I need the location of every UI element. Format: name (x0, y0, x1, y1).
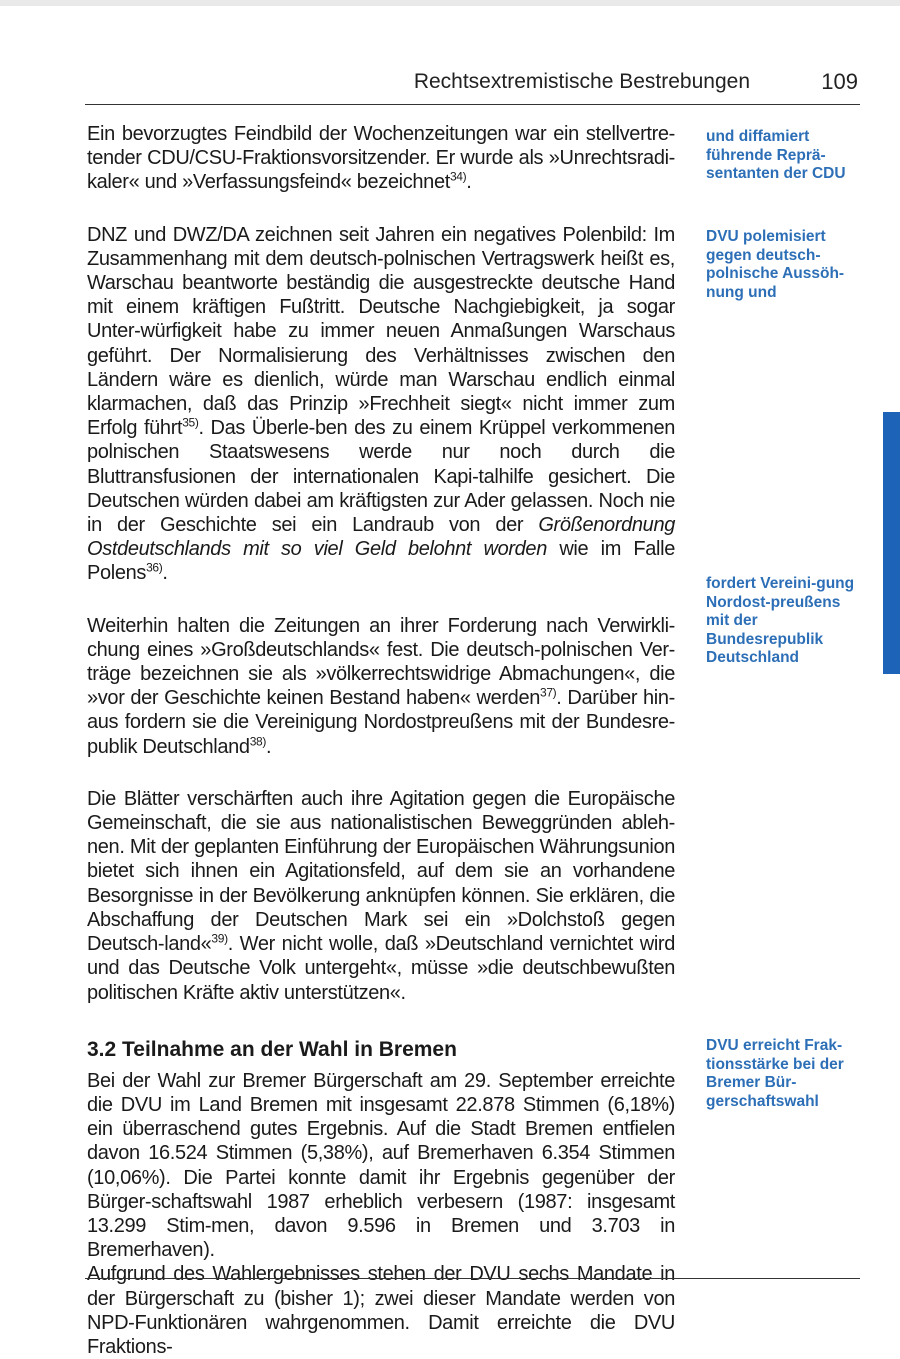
chapter-side-tab (883, 412, 900, 674)
footnote-ref: 34) (449, 169, 467, 184)
paragraph-polenbild (87, 223, 675, 586)
margin-note-cdu: und diffamiert führende Reprä-sentanten der CDU (706, 128, 846, 182)
paragraph-wahl-bremen: Bei der Wahl zur Bremer Bürgerschaft am 29. September erreichte die DVU im Land Bremen mit insgesamt 22.878 Stimmen (6,18%) ein überraschend gutes Ergebnis. Auf die Stadt Bremen entfielen davon 16.524 Stimmen (5,38%), auf Bremerhaven 6.354 Stimmen (10,06%). Die Partei konnte damit ihr Ergebnis gegenüber der Bürger-schaftswahl 1987 erheblich verbesern (1987: insgesamt 13.299 Stim-men, davon 9.596 in Bremen und 3.703 in Bremerhaven). (87, 1069, 675, 1262)
page-number: 109 (821, 69, 858, 94)
paragraph-text: . Das Überle-ben des zu einem Krüppel verkommenen polnischen Staatswesens werde nur noch durch die Bluttransfusionen der internationalen Kapi-talhilfe gesichert. Die Deutschen würden dabei am kräftigsten zur Ader gelassen. Noch nie in der Geschichte sei ein Landraub von der (87, 417, 675, 537)
footnote-ref: 39) (211, 931, 228, 946)
paragraph-text: . Darüber hin-aus fordern sie die Vereinigung Nordostpreußens mit der Bundesre-publik Deutschland (87, 687, 675, 758)
section-heading: 3.2 Teilnahme an der Wahl in Bremen (87, 1037, 457, 1061)
paragraph-end: . (266, 735, 272, 758)
paragraph-mandate: Aufgrund des Wahlergebnisses stehen der DVU sechs Mandate in der Bürgerschaft zu (bisher 1); zwei dieser Mandate werden von NPD-Funktionären wahrgenommen. Damit erreichte die DVU Fraktions- (87, 1263, 675, 1358)
running-title: Rechtsextremistische Bestrebungen (413, 70, 750, 93)
footer-rule (85, 1278, 860, 1279)
paragraph-end: . (162, 562, 168, 585)
footnote-ref: 38) (249, 734, 266, 749)
paragraph-grossdeutschland (87, 614, 675, 759)
paragraph-text: Weiterhin halten die Zeitungen an ihrer Forderung nach Verwirkli-chung eines »Großdeutschlands« fest. Die deutsch-polnischen Ver-träge bezeichnen sie als »völkerrechtswidrige Abmachungen«, die »vor der Geschichte keinen Bestand haben« werden (87, 614, 675, 710)
paragraph-europa (87, 787, 675, 1005)
footnote-ref: 35) (182, 415, 199, 430)
paragraph-feindbild (87, 122, 675, 195)
main-text-column (87, 122, 675, 1359)
paragraph-text: DNZ und DWZ/DA zeichnen seit Jahren ein negatives Polenbild: Im Zusammenhang mit dem deutsch-polnischen Vertragswerk heißt es, Warschau beantworte beständig die ausgestreckte deutsche Hand mit einem kräftigen Fußtritt. Deutsche Nachgiebigkeit, ja sogar Unter-würfigkeit habe zu immer neuen Anmaßungen Warschaus geführt. Der Normalisierung des Verhältnisses zwischen den Ländern wäre es dienlich, würde man Warschau endlich einmal klarmachen, daß das Prinzip »Frechheit siegt« nicht immer zum Erfolg führt (87, 223, 675, 440)
paragraph-text: Ein bevorzugtes Feindbild der Wochenzeitungen war ein stellvertre-tender CDU/CSU-Fraktionsvorsitzender. Er wurde als »Unrechtsradi-kaler« und »Verfassungsfeind« bezeichnet (87, 123, 675, 194)
paragraph-end: . (466, 171, 472, 194)
running-header (85, 64, 860, 105)
margin-note-fraktionsstaerke: DVU erreicht Frak-tionsstärke bei der Bremer Bür-gerschaftswahl (706, 1037, 844, 1110)
margin-note-nordostpreussen: fordert Vereini-gung Nordost-preußens mit der Bundesrepublik Deutschland (706, 575, 855, 666)
paragraph-text: . Wer nicht wolle, daß »Deutschland vernichtet wird und das Deutsche Volk untergeht«, müsse »die deutschbewußten politischen Kräfte aktiv unterstützen«. (87, 933, 675, 1004)
italic-text: Größenordnung Ostdeutschlands mit so viel Geld belohnt worden (87, 514, 675, 561)
footnote-ref: 36) (146, 560, 163, 575)
margin-note-polen: DVU polemisiert gegen deutsch-polnische Aussöh-nung und (706, 228, 845, 301)
paragraph-text: wie im Falle Polens (87, 538, 675, 585)
footnote-ref: 37) (540, 685, 557, 700)
paragraph-text: Die Blätter verschärften auch ihre Agitation gegen die Europäische Gemeinschaft, die sie aus nationalistischen Beweggründen ableh-nen. Mit der geplanten Einführung der Europäischen Währungsunion bietet sich ihnen ein Agitationsfeld, auf dem sie an vorhandene Besorgnisse in der Bevölkerung anknüpfen können. Sie erklären, die Abschaffung der Deutschen Mark sei ein »Dolchstoß gegen Deutsch-land« (87, 787, 675, 956)
page-top-edge (0, 0, 900, 6)
